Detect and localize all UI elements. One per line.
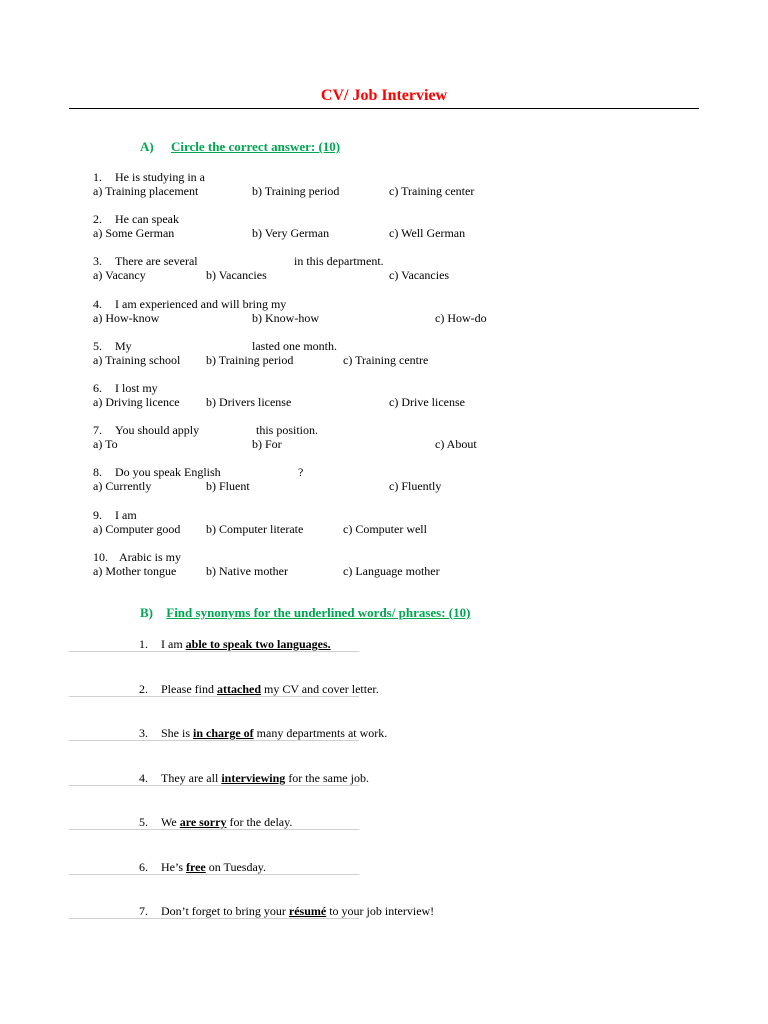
section-b-title: Find synonyms for the underlined words/ phrases: (10): [166, 605, 471, 620]
item-number: 6.: [139, 859, 148, 874]
sentence-start: Please find: [161, 681, 217, 696]
answer-option-c[interactable]: c) Fluently: [389, 479, 442, 494]
answer-option-c[interactable]: c) Vacancies: [389, 268, 450, 283]
underlined-phrase: in charge of: [193, 726, 254, 740]
item-number: 3.: [139, 726, 148, 740]
sentence-end: for the delay.: [226, 815, 293, 829]
item-sentence: [161, 682, 379, 697]
item-number: 1.: [139, 637, 148, 651]
answer-option-b[interactable]: b) Very German: [252, 226, 330, 241]
sentence-end: on Tuesday.: [205, 859, 266, 874]
question-number: 8.: [93, 465, 102, 480]
sentence-end: for the same job.: [285, 770, 369, 785]
question-stem: He is studying in a: [115, 170, 205, 184]
sentence-end: many departments at work.: [253, 726, 388, 740]
question-stem: You should apply: [115, 423, 200, 438]
sentence-end: to your job interview!: [326, 904, 435, 918]
underlined-phrase: attached: [217, 681, 261, 696]
item-number: 7.: [139, 904, 148, 918]
section-b-heading: [140, 605, 470, 621]
question-number: 6.: [93, 381, 102, 395]
question-number: 2.: [93, 212, 102, 227]
answer-option-c[interactable]: c) Well German: [389, 226, 466, 241]
answer-option-a[interactable]: a) Some German: [93, 226, 175, 241]
question-number: 4.: [93, 296, 102, 311]
question-number: 3.: [93, 254, 102, 269]
sentence-end: my CV and cover letter.: [261, 681, 379, 696]
answer-option-a[interactable]: a) Mother tongue: [93, 563, 177, 578]
question-number: 1.: [93, 170, 102, 184]
answer-option-a[interactable]: a) Driving licence: [93, 395, 180, 409]
answer-option-a[interactable]: a) Training placement: [93, 184, 199, 198]
answer-option-b[interactable]: b) Drivers license: [206, 395, 292, 409]
section-b-letter: B): [140, 605, 153, 620]
answer-option-c[interactable]: c) Training center: [389, 184, 475, 198]
question-stem: I am: [115, 507, 137, 522]
question-stem-end: in this department.: [294, 254, 384, 269]
underlined-phrase: interviewing: [221, 770, 286, 785]
answer-option-a[interactable]: a) Currently: [93, 479, 152, 494]
title-divider: [69, 108, 699, 109]
item-number: 4.: [139, 770, 148, 785]
item-sentence: [161, 771, 369, 786]
sentence-start: Don’t forget to bring your: [161, 904, 289, 918]
item-number: 2.: [139, 681, 148, 696]
answer-option-c[interactable]: c) Computer well: [343, 521, 427, 536]
answer-option-b[interactable]: b) Native mother: [206, 563, 288, 578]
section-a-title: Circle the correct answer: (10): [170, 139, 341, 154]
item-sentence: [161, 860, 266, 875]
question-stem-end: ?: [298, 465, 304, 480]
answer-option-a[interactable]: a) How-know: [93, 310, 160, 325]
question-stem-end: lasted one month.: [252, 338, 337, 353]
item-number: 5.: [139, 815, 148, 829]
answer-option-b[interactable]: b) Fluent: [206, 479, 250, 494]
sentence-start: I am: [161, 637, 186, 651]
item-sentence: [161, 904, 434, 919]
question-stem: Do you speak English: [115, 465, 221, 480]
answer-option-a[interactable]: a) Computer good: [93, 521, 181, 536]
answer-option-c[interactable]: c) Drive license: [389, 395, 465, 409]
underlined-phrase: able to speak two languages.: [185, 637, 331, 651]
answer-option-b[interactable]: b) Computer literate: [206, 521, 304, 536]
answer-option-b[interactable]: b) Training period: [252, 184, 340, 198]
answer-option-a[interactable]: a) Vacancy: [93, 268, 146, 283]
sentence-start: They are all: [161, 770, 222, 785]
answer-option-b[interactable]: b) Training period: [206, 352, 294, 367]
underlined-phrase: are sorry: [179, 815, 227, 829]
question-number: 5.: [93, 338, 102, 353]
item-sentence: [161, 637, 331, 652]
item-sentence: [161, 815, 292, 830]
question-stem: My: [115, 338, 132, 353]
answer-option-c[interactable]: c) How-do: [435, 310, 487, 325]
answer-option-a[interactable]: a) To: [93, 437, 118, 452]
question-stem: I am experienced and will bring my: [115, 296, 287, 311]
sentence-start: He’s: [161, 859, 186, 874]
section-a-heading: [140, 139, 340, 155]
question-stem: There are several: [115, 254, 198, 269]
question-stem: Arabic is my: [119, 549, 181, 564]
answer-option-b[interactable]: b) Vacancies: [206, 268, 267, 283]
question-stem-end: this position.: [256, 423, 319, 438]
answer-option-c[interactable]: c) Language mother: [343, 563, 440, 578]
answer-option-a[interactable]: a) Training school: [93, 352, 181, 367]
sentence-start: We: [161, 815, 180, 829]
underlined-phrase: free: [186, 859, 206, 874]
question-stem: I lost my: [115, 381, 158, 395]
question-number: 7.: [93, 423, 102, 438]
section-a-letter: A): [140, 139, 154, 154]
answer-option-c[interactable]: c) Training centre: [343, 352, 429, 367]
question-stem: He can speak: [115, 212, 179, 227]
underlined-phrase: résumé: [288, 904, 327, 918]
answer-option-b[interactable]: b) Know-how: [252, 310, 319, 325]
question-number: 9.: [93, 507, 102, 522]
answer-option-c[interactable]: c) About: [435, 437, 477, 452]
item-sentence: [161, 726, 387, 741]
page-title: CV/ Job Interview: [320, 87, 448, 104]
sentence-start: She is: [161, 726, 194, 740]
question-number: 10.: [93, 549, 108, 564]
answer-option-b[interactable]: b) For: [252, 437, 282, 452]
